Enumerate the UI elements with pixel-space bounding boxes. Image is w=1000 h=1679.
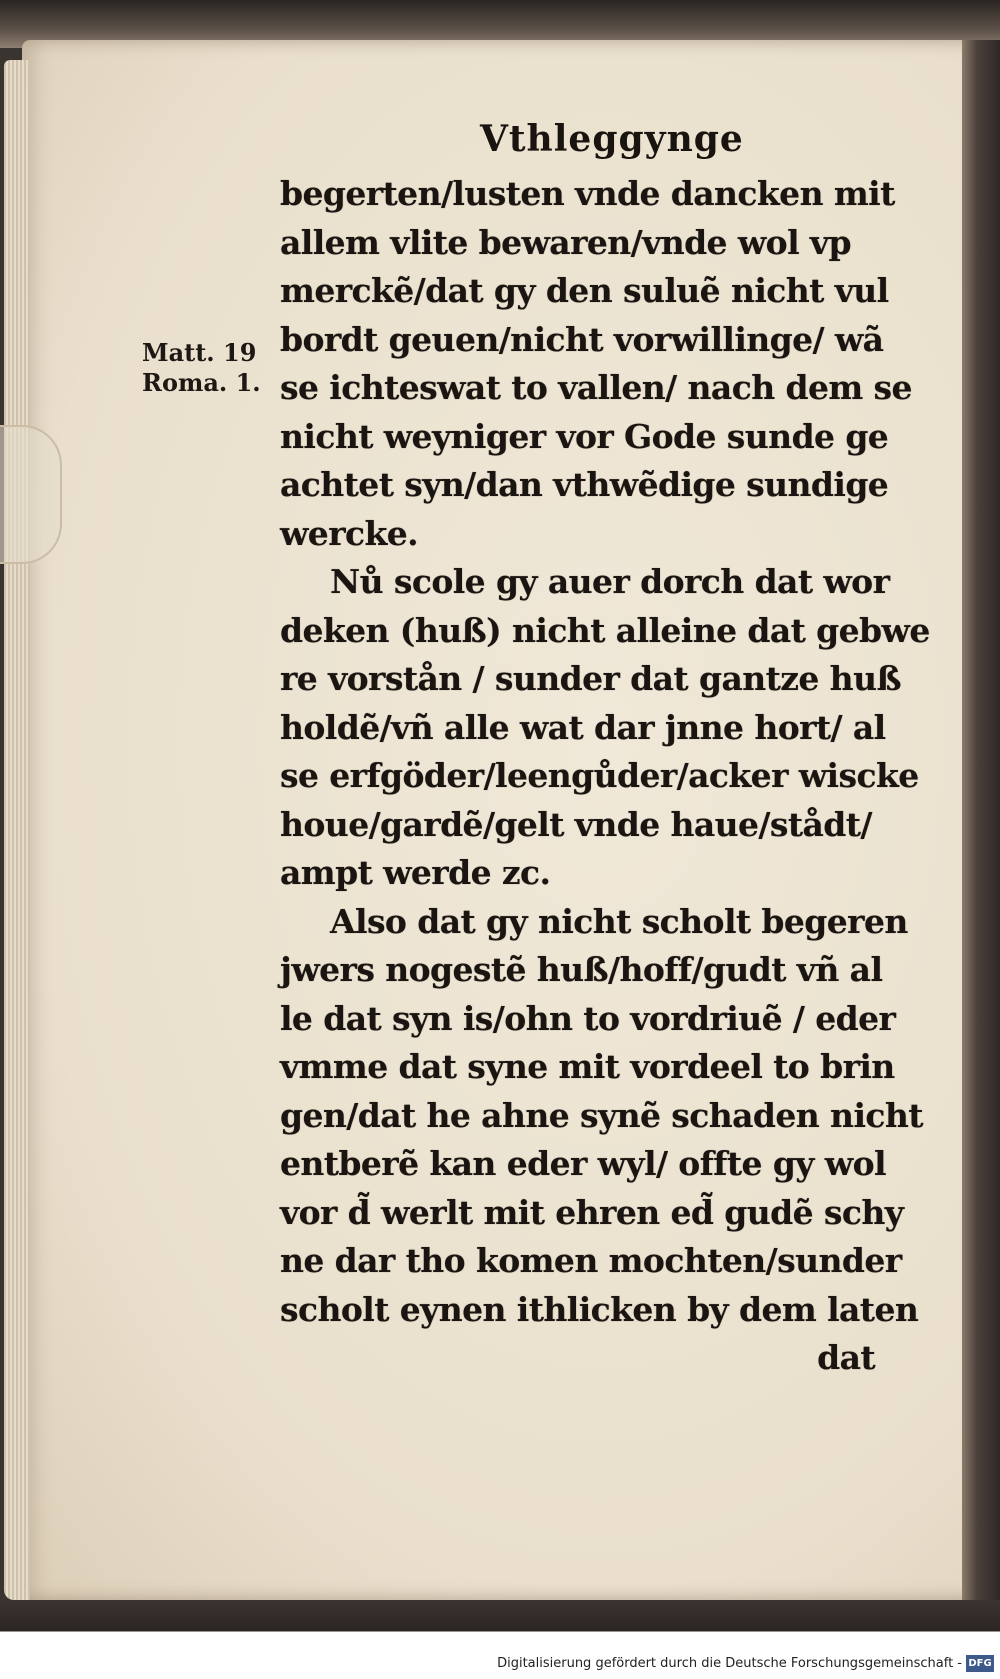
text-line: nicht weyniger vor Gode sunde ge	[280, 416, 889, 456]
text-line: Nů scole gy auer dorch dat wor	[330, 562, 890, 601]
text-line: deken (huß) nicht alleine dat gebwe	[280, 610, 930, 650]
funding-credit: Digitalisierung gefördert durch die Deutsche Forschungsgemeinschaft -	[497, 1656, 962, 1671]
text-line: entberẽ kan eder wyl/ offte gy wol	[280, 1144, 886, 1183]
text-line: re vorstån / sunder dat gantze huß	[280, 659, 901, 698]
margin-note-matt: Matt. 19	[142, 338, 257, 367]
text-line: houe/gardẽ/gelt vnde haue/stådt/	[280, 804, 872, 844]
text-line: gen/dat he ahne synẽ schaden nicht	[280, 1095, 923, 1135]
page-tab-marker	[0, 425, 62, 564]
text-line: vmme dat syne mit vordeel to brin	[280, 1047, 895, 1086]
text-line: se ichteswat to vallen/ nach dem se	[280, 368, 912, 407]
dfg-logo-icon: DFG	[966, 1655, 994, 1672]
text-line: le dat syn is/ohn to vordriuẽ / eder	[280, 998, 896, 1038]
text-line: begerten/lusten vnde dancken mit	[280, 174, 895, 213]
text-line: se erfgöder/leengůder/acker wiscke	[280, 756, 919, 795]
text-line: bordt geuen/nicht vorwillinge/ wã	[280, 319, 884, 359]
running-head: Vthleggynge	[480, 118, 744, 160]
catchword: dat	[817, 1338, 875, 1377]
show-through-text	[160, 250, 167, 280]
margin-note-roma: Roma. 1.	[142, 368, 261, 397]
text-line: achtet syn/dan vthwẽdige sundige	[280, 465, 889, 504]
text-line: ne dar tho komen mochten/sunder	[280, 1241, 902, 1280]
book-right-edge	[962, 40, 1000, 1600]
text-line: ampt werde zc.	[280, 853, 551, 892]
text-line: jwers nogestẽ huß/hoff/gudt vñ al	[280, 950, 883, 989]
text-line: merckẽ/dat gy den suluẽ nicht vul	[280, 271, 889, 310]
text-line: holdẽ/vñ alle wat dar jnne hort/ al	[280, 707, 886, 747]
body-text	[280, 170, 930, 1383]
text-line: scholt eynen ithlicken by dem laten	[280, 1289, 919, 1329]
text-line: vor d̃ werlt mit ehren ed̃ gudẽ schy	[280, 1192, 904, 1232]
text-line: wercke.	[280, 513, 419, 553]
page-stack-edges	[4, 60, 30, 1600]
text-line: Also dat gy nicht scholt begeren	[330, 901, 908, 941]
text-line: allem vlite bewaren/vnde wol vp	[280, 222, 851, 262]
